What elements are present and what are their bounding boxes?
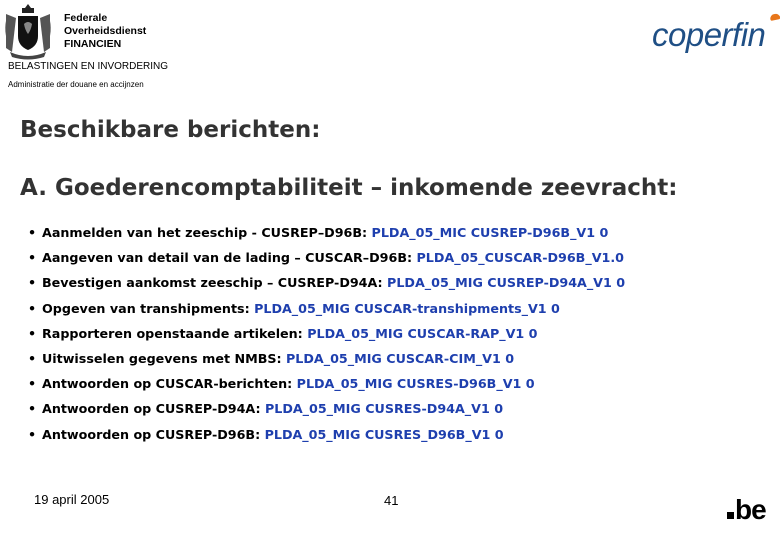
item-code: PLDA_05_MIG CUSRES-D94A_V1 0 bbox=[264, 401, 504, 417]
list-item bbox=[28, 245, 625, 270]
item-code: PLDA_05_CUSCAR-D96B_V1.0 bbox=[416, 250, 624, 266]
bullet-icon: • bbox=[28, 376, 37, 392]
be-logo-text: be bbox=[735, 494, 766, 525]
page-number: 41 bbox=[384, 493, 399, 508]
org-line-1: Federale bbox=[64, 12, 108, 24]
bullet-icon: • bbox=[28, 325, 37, 341]
bullet-icon: • bbox=[28, 250, 37, 266]
sub-department-name: Administratie der douane en accijnzen bbox=[8, 80, 144, 89]
footer-date: 19 april 2005 bbox=[34, 492, 110, 507]
be-logo-dot-icon bbox=[727, 512, 734, 519]
slide-title: Beschikbare berichten: bbox=[20, 117, 321, 143]
be-logo bbox=[727, 493, 766, 527]
bullet-icon: • bbox=[28, 300, 37, 316]
bullet-icon: • bbox=[28, 401, 37, 417]
item-label: Antwoorden op CUSREP-D96B: bbox=[42, 426, 265, 442]
bullet-icon: • bbox=[28, 275, 37, 291]
list-item bbox=[28, 321, 625, 346]
coperfin-logo bbox=[652, 16, 765, 56]
item-label: Antwoorden op CUSREP-D94A: bbox=[42, 401, 265, 417]
list-item bbox=[28, 296, 625, 321]
item-label: Bevestigen aankomst zeeschip – CUSREP-D94A: bbox=[42, 275, 388, 291]
message-list bbox=[28, 220, 625, 447]
organization-name bbox=[64, 12, 146, 51]
item-code: PLDA_05_MIG CUSCAR-CIM_V1 0 bbox=[286, 350, 515, 366]
slide-subtitle: A. Goederencomptabiliteit – inkomende zeevracht: bbox=[20, 175, 678, 201]
coperfin-logo-text: coperfin bbox=[652, 16, 766, 53]
org-line-3: FINANCIEN bbox=[64, 38, 122, 50]
list-item bbox=[28, 346, 625, 371]
list-item bbox=[28, 422, 625, 447]
list-item bbox=[28, 371, 625, 396]
item-code: PLDA_05_MIG CUSRES-D96B_V1 0 bbox=[296, 376, 535, 392]
item-label: Aanmelden van het zeeschip - CUSREP–D96B: bbox=[42, 225, 372, 240]
item-code: PLDA_05_MIG CUSCAR-transhipments_V1 0 bbox=[254, 300, 560, 316]
list-item bbox=[28, 396, 625, 421]
item-code: PLDA_05_MIG CUSRES_D96B_V1 0 bbox=[264, 426, 504, 442]
item-label: Opgeven van transhipments: bbox=[42, 300, 255, 316]
item-label: Aangeven van detail van de lading – CUSCAR–D96B: bbox=[42, 250, 417, 266]
bullet-icon: • bbox=[28, 350, 37, 366]
bullet-icon: • bbox=[28, 426, 37, 442]
item-label: Rapporteren openstaande artikelen: bbox=[42, 325, 308, 341]
org-line-2: Overheidsdienst bbox=[64, 25, 147, 37]
bullet-icon: • bbox=[28, 225, 37, 240]
department-name: BELASTINGEN EN INVORDERING bbox=[8, 61, 169, 72]
list-item bbox=[28, 270, 625, 295]
list-item bbox=[28, 220, 625, 245]
item-label: Antwoorden op CUSCAR-berichten: bbox=[42, 376, 297, 392]
logo-swoosh-icon bbox=[769, 13, 780, 21]
coat-of-arms-icon bbox=[2, 2, 54, 60]
item-label: Uitwisselen gegevens met NMBS: bbox=[42, 350, 286, 366]
item-code: PLDA_05_MIC CUSREP-D96B_V1 0 bbox=[371, 225, 609, 240]
item-code: PLDA_05_MIG CUSCAR-RAP_V1 0 bbox=[307, 325, 538, 341]
item-code: PLDA_05_MIG CUSREP-D94A_V1 0 bbox=[387, 275, 626, 291]
